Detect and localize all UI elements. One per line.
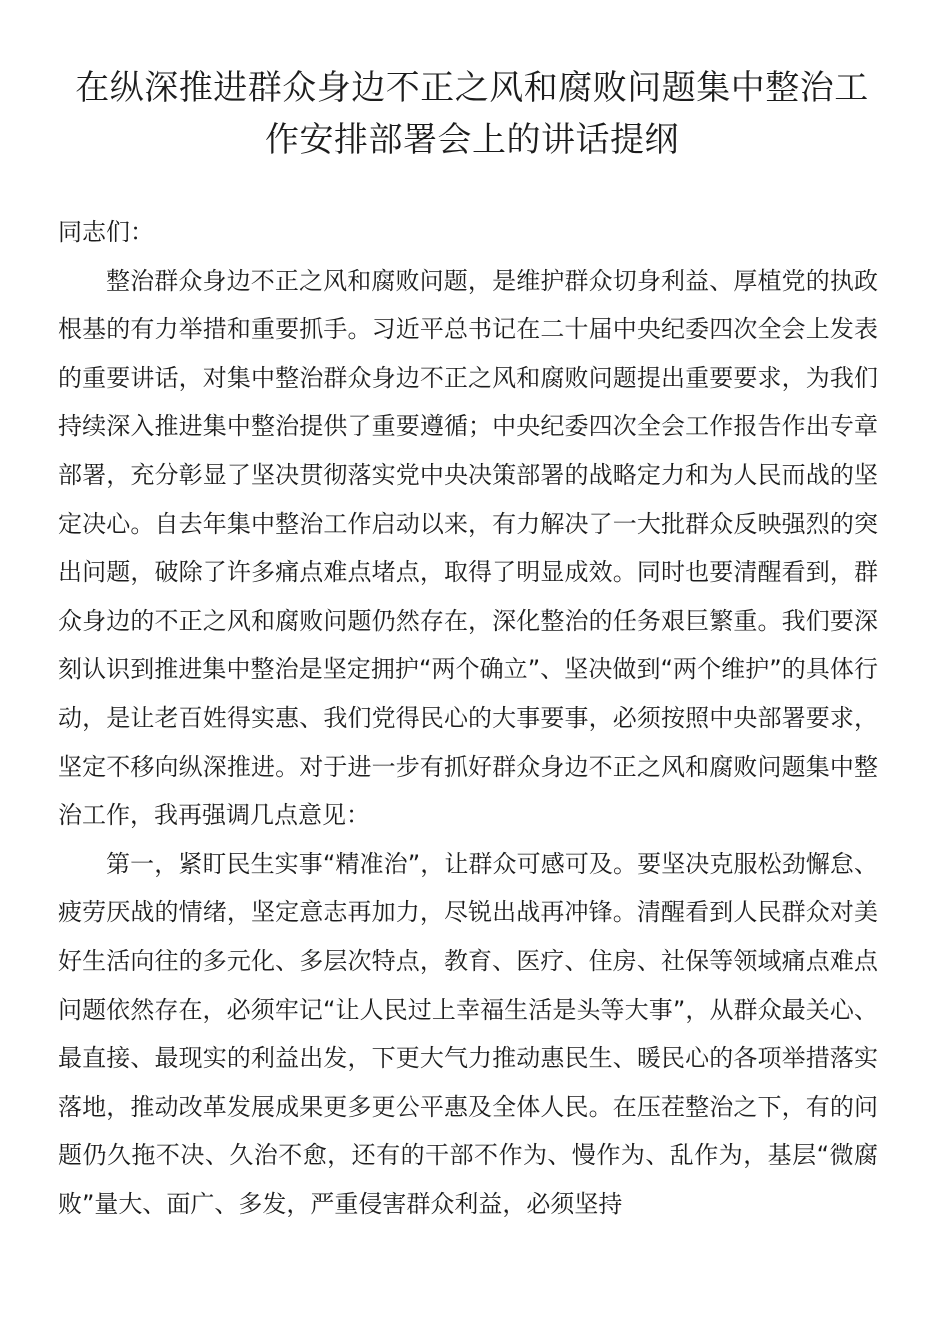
- greeting: 同志们：: [58, 218, 154, 246]
- paragraph-first-point: 第一，紧盯民生实事“精准治”，让群众可感可及。要坚决克服松劲懈怠、疲劳厌战的情绪，坚定意志再加力，尽锐出战再冲锋。清醒看到人民群众对美好生活向往的多元化、多层次特点，教育、医疗、住房、社保等领域痛点难点问题依然存在，必须牢记“让人民过上幸福生活是头等大事”，从群众最关心、最直接、最现实的利益出发，下更大气力推动惠民生、暖民心的各项举措落实落地，推动改革发展成果更多更公平惠及全体人民。在压茬整治之下，有的问题仍久拖不决、久治不愈，还有的干部不作为、慢作为、乱作为，基层“微腐败”量大、面广、多发，严重侵害群众利益，必须坚持: [58, 849, 878, 1218]
- document-title: 在纵深推进群众身边不正之风和腐败问题集中整治工作安排部署会上的讲话提纲: [75, 68, 869, 160]
- paragraph-intro: 整治群众身边不正之风和腐败问题，是维护群众切身利益、厚植党的执政根基的有力举措和重要抓手。习近平总书记在二十届中央纪委四次全会上发表的重要讲话，对集中整治群众身边不正之风和腐败问题提出重要要求，为我们持续深入推进集中整治提供了重要遵循；中央纪委四次全会工作报告作出专章部署，充分彰显了坚决贯彻落实党中央决策部署的战略定力和为人民而战的坚定决心。自去年集中整治工作启动以来，有力解决了一大批群众反映强烈的突出问题，破除了许多痛点难点堵点，取得了明显成效。同时也要清醒看到，群众身边的不正之风和腐败问题仍然存在，深化整治的任务艰巨繁重。我们要深刻认识到推进集中整治是坚定拥护“两个确立”、坚决做到“两个维护”的具体行动，是让老百姓得实惠、我们党得民心的大事要事，必须按照中央部署要求，坚定不移向纵深推进。对于进一步有抓好群众身边不正之风和腐败问题集中整治工作，我再强调几点意见：: [58, 266, 878, 830]
